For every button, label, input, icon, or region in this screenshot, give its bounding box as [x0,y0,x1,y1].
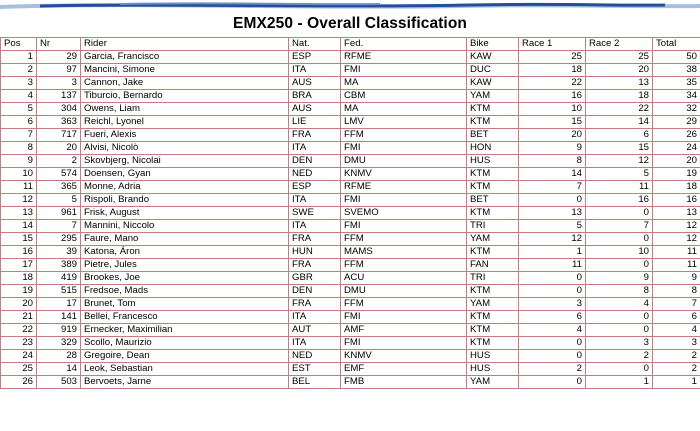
total-cell: 34 [653,90,700,103]
race1-cell: 1 [519,246,586,259]
table-row [1,272,700,285]
race2-cell: 18 [586,90,653,103]
table-row [1,311,700,324]
fed-cell: FFM [341,298,467,311]
rider-cell: Doensen, Gyan [81,168,289,181]
bike-cell: KTM [467,337,519,350]
pos-cell: 23 [1,337,37,350]
col-header-total: Total [653,38,700,51]
rider-cell: Brookes, Joe [81,272,289,285]
race1-cell: 10 [519,103,586,116]
race2-cell: 9 [586,272,653,285]
table-row [1,298,700,311]
total-cell: 2 [653,350,700,363]
nr-cell: 20 [37,142,81,155]
total-cell: 3 [653,337,700,350]
total-cell: 38 [653,64,700,77]
race2-cell: 20 [586,64,653,77]
rider-cell: Leok, Sebastian [81,363,289,376]
fed-cell: MAMS [341,246,467,259]
pos-cell: 11 [1,181,37,194]
total-cell: 18 [653,181,700,194]
fed-cell: FMI [341,220,467,233]
pos-cell: 19 [1,285,37,298]
col-header-nr: Nr [37,38,81,51]
race2-cell: 0 [586,311,653,324]
total-cell: 29 [653,116,700,129]
nr-cell: 97 [37,64,81,77]
nat-cell: DEN [289,155,341,168]
race1-cell: 15 [519,116,586,129]
total-cell: 11 [653,246,700,259]
rider-cell: Frisk, August [81,207,289,220]
race2-cell: 2 [586,350,653,363]
race1-cell: 3 [519,298,586,311]
rider-cell: Rispoli, Brando [81,194,289,207]
pos-cell: 26 [1,376,37,389]
col-header-fed: Fed. [341,38,467,51]
nr-cell: 137 [37,90,81,103]
table-row [1,181,700,194]
race2-cell: 15 [586,142,653,155]
pos-cell: 7 [1,129,37,142]
rider-cell: Fredsoe, Mads [81,285,289,298]
pos-cell: 6 [1,116,37,129]
race2-cell: 25 [586,51,653,64]
nr-cell: 141 [37,311,81,324]
fed-cell: KNMV [341,168,467,181]
bike-cell: YAM [467,90,519,103]
race2-cell: 0 [586,259,653,272]
rider-cell: Ernecker, Maximilian [81,324,289,337]
total-cell: 24 [653,142,700,155]
rider-cell: Monne, Adria [81,181,289,194]
race2-cell: 6 [586,129,653,142]
pos-cell: 18 [1,272,37,285]
rider-cell: Owens, Liam [81,103,289,116]
race1-cell: 0 [519,285,586,298]
fed-cell: DMU [341,155,467,168]
pos-cell: 10 [1,168,37,181]
pos-cell: 22 [1,324,37,337]
race2-cell: 16 [586,194,653,207]
race1-cell: 7 [519,181,586,194]
rider-cell: Alvisi, Nicolò [81,142,289,155]
table-row [1,103,700,116]
nat-cell: HUN [289,246,341,259]
race1-cell: 9 [519,142,586,155]
table-row [1,337,700,350]
fed-cell: ACU [341,272,467,285]
table-row [1,129,700,142]
rider-cell: Fueri, Alexis [81,129,289,142]
nr-cell: 919 [37,324,81,337]
table-row [1,168,700,181]
race2-cell: 11 [586,181,653,194]
table-row [1,116,700,129]
nat-cell: BEL [289,376,341,389]
nat-cell: ESP [289,51,341,64]
nat-cell: ITA [289,194,341,207]
total-cell: 6 [653,311,700,324]
total-cell: 32 [653,103,700,116]
nat-cell: ITA [289,220,341,233]
rider-cell: Katona, Áron [81,246,289,259]
nr-cell: 295 [37,233,81,246]
fed-cell: LMV [341,116,467,129]
fed-cell: RFME [341,51,467,64]
total-cell: 1 [653,376,700,389]
pos-cell: 12 [1,194,37,207]
race2-cell: 13 [586,77,653,90]
bike-cell: YAM [467,298,519,311]
race1-cell: 20 [519,129,586,142]
pos-cell: 25 [1,363,37,376]
race1-cell: 22 [519,77,586,90]
rider-cell: Pietre, Jules [81,259,289,272]
race2-cell: 0 [586,233,653,246]
race1-cell: 13 [519,207,586,220]
pos-cell: 2 [1,64,37,77]
fed-cell: FMI [341,337,467,350]
race2-cell: 8 [586,285,653,298]
nat-cell: ITA [289,311,341,324]
race2-cell: 10 [586,246,653,259]
rider-cell: Bervoets, Jarne [81,376,289,389]
total-cell: 12 [653,233,700,246]
col-header-rider: Rider [81,38,289,51]
bike-cell: KTM [467,207,519,220]
rider-cell: Bellei, Francesco [81,311,289,324]
fed-cell: AMF [341,324,467,337]
race2-cell: 0 [586,363,653,376]
bike-cell: BET [467,129,519,142]
race2-cell: 22 [586,103,653,116]
col-header-race2: Race 2 [586,38,653,51]
nr-cell: 7 [37,220,81,233]
table-row [1,363,700,376]
rider-cell: Faure, Mano [81,233,289,246]
nr-cell: 365 [37,181,81,194]
race1-cell: 18 [519,64,586,77]
total-cell: 8 [653,285,700,298]
pos-cell: 24 [1,350,37,363]
race2-cell: 1 [586,376,653,389]
nat-cell: AUS [289,103,341,116]
bike-cell: KAW [467,51,519,64]
col-header-pos: Pos [1,38,37,51]
fed-cell: EMF [341,363,467,376]
total-cell: 20 [653,155,700,168]
nat-cell: AUS [289,77,341,90]
fed-cell: FFM [341,259,467,272]
page-title: EMX250 - Overall Classification [233,15,467,32]
pos-cell: 13 [1,207,37,220]
table-row [1,142,700,155]
race1-cell: 0 [519,337,586,350]
results-table [0,37,700,389]
race1-cell: 6 [519,311,586,324]
pos-cell: 5 [1,103,37,116]
nr-cell: 29 [37,51,81,64]
race1-cell: 0 [519,376,586,389]
rider-cell: Brunet, Tom [81,298,289,311]
col-header-race1: Race 1 [519,38,586,51]
col-header-bike: Bike [467,38,519,51]
nr-cell: 574 [37,168,81,181]
bike-cell: YAM [467,233,519,246]
nat-cell: NED [289,168,341,181]
bike-cell: DUC [467,64,519,77]
nr-cell: 28 [37,350,81,363]
pos-cell: 1 [1,51,37,64]
nat-cell: FRA [289,259,341,272]
fed-cell: MA [341,77,467,90]
rider-cell: Skovbjerg, Nicolai [81,155,289,168]
total-cell: 35 [653,77,700,90]
bike-cell: TRI [467,272,519,285]
nat-cell: ESP [289,181,341,194]
nat-cell: GBR [289,272,341,285]
race1-cell: 0 [519,194,586,207]
bike-cell: KTM [467,285,519,298]
nr-cell: 17 [37,298,81,311]
table-row [1,64,700,77]
rider-cell: Cannon, Jake [81,77,289,90]
fed-cell: FMB [341,376,467,389]
race2-cell: 12 [586,155,653,168]
total-cell: 26 [653,129,700,142]
race1-cell: 8 [519,155,586,168]
nat-cell: LIE [289,116,341,129]
total-cell: 19 [653,168,700,181]
table-row [1,246,700,259]
nr-cell: 503 [37,376,81,389]
rider-cell: Mannini, Niccolo [81,220,289,233]
pos-cell: 16 [1,246,37,259]
nat-cell: BRA [289,90,341,103]
bike-cell: KTM [467,103,519,116]
fed-cell: FMI [341,142,467,155]
pos-cell: 20 [1,298,37,311]
nat-cell: SWE [289,207,341,220]
fed-cell: MA [341,103,467,116]
pos-cell: 3 [1,77,37,90]
nat-cell: FRA [289,298,341,311]
total-cell: 12 [653,220,700,233]
bike-cell: KTM [467,311,519,324]
race2-cell: 0 [586,324,653,337]
total-cell: 7 [653,298,700,311]
table-row [1,376,700,389]
fed-cell: FMI [341,311,467,324]
fed-cell: FFM [341,233,467,246]
nr-cell: 2 [37,155,81,168]
fed-cell: FMI [341,194,467,207]
bike-cell: HUS [467,350,519,363]
nr-cell: 515 [37,285,81,298]
nr-cell: 304 [37,103,81,116]
bike-cell: KTM [467,168,519,181]
bike-cell: BET [467,194,519,207]
race1-cell: 11 [519,259,586,272]
race1-cell: 2 [519,363,586,376]
nat-cell: ITA [289,64,341,77]
table-row [1,194,700,207]
nr-cell: 5 [37,194,81,207]
race2-cell: 0 [586,207,653,220]
fed-cell: DMU [341,285,467,298]
fed-cell: SVEMO [341,207,467,220]
nat-cell: NED [289,350,341,363]
nat-cell: ITA [289,142,341,155]
race1-cell: 5 [519,220,586,233]
nr-cell: 419 [37,272,81,285]
race1-cell: 0 [519,350,586,363]
total-cell: 9 [653,272,700,285]
bike-cell: HUS [467,155,519,168]
nat-cell: FRA [289,233,341,246]
fed-cell: FMI [341,64,467,77]
pos-cell: 21 [1,311,37,324]
table-row [1,77,700,90]
total-cell: 11 [653,259,700,272]
nat-cell: AUT [289,324,341,337]
nr-cell: 389 [37,259,81,272]
header-banner [0,0,700,14]
nat-cell: DEN [289,285,341,298]
pos-cell: 8 [1,142,37,155]
nr-cell: 961 [37,207,81,220]
bike-cell: KTM [467,181,519,194]
nat-cell: ITA [289,337,341,350]
table-row [1,233,700,246]
table-row [1,207,700,220]
bike-cell: TRI [467,220,519,233]
fed-cell: KNMV [341,350,467,363]
rider-cell: Reichl, Lyonel [81,116,289,129]
fed-cell: RFME [341,181,467,194]
fed-cell: CBM [341,90,467,103]
table-row [1,90,700,103]
total-cell: 4 [653,324,700,337]
race2-cell: 14 [586,116,653,129]
race2-cell: 4 [586,298,653,311]
table-row [1,155,700,168]
bike-cell: YAM [467,376,519,389]
table-row [1,259,700,272]
bike-cell: KTM [467,246,519,259]
rider-cell: Garcia, Francisco [81,51,289,64]
race1-cell: 0 [519,272,586,285]
bike-cell: HON [467,142,519,155]
header-row [1,38,700,51]
bike-cell: KTM [467,324,519,337]
rider-cell: Tiburcio, Bernardo [81,90,289,103]
pos-cell: 17 [1,259,37,272]
fed-cell: FFM [341,129,467,142]
table-row [1,220,700,233]
table-row [1,51,700,64]
total-cell: 2 [653,363,700,376]
col-header-nat: Nat. [289,38,341,51]
table-row [1,324,700,337]
race2-cell: 3 [586,337,653,350]
pos-cell: 9 [1,155,37,168]
total-cell: 13 [653,207,700,220]
nat-cell: FRA [289,129,341,142]
nr-cell: 14 [37,363,81,376]
nr-cell: 329 [37,337,81,350]
total-cell: 50 [653,51,700,64]
bike-cell: HUS [467,363,519,376]
rider-cell: Scollo, Maurizio [81,337,289,350]
pos-cell: 15 [1,233,37,246]
pos-cell: 14 [1,220,37,233]
nr-cell: 39 [37,246,81,259]
race2-cell: 7 [586,220,653,233]
table-row [1,350,700,363]
bike-cell: KAW [467,77,519,90]
rider-cell: Gregoire, Dean [81,350,289,363]
table-row [1,285,700,298]
race1-cell: 16 [519,90,586,103]
race2-cell: 5 [586,168,653,181]
race1-cell: 4 [519,324,586,337]
race1-cell: 14 [519,168,586,181]
nr-cell: 3 [37,77,81,90]
nr-cell: 363 [37,116,81,129]
rider-cell: Mancini, Simone [81,64,289,77]
nat-cell: EST [289,363,341,376]
race1-cell: 12 [519,233,586,246]
race1-cell: 25 [519,51,586,64]
bike-cell: KTM [467,116,519,129]
nr-cell: 717 [37,129,81,142]
pos-cell: 4 [1,90,37,103]
total-cell: 16 [653,194,700,207]
bike-cell: FAN [467,259,519,272]
